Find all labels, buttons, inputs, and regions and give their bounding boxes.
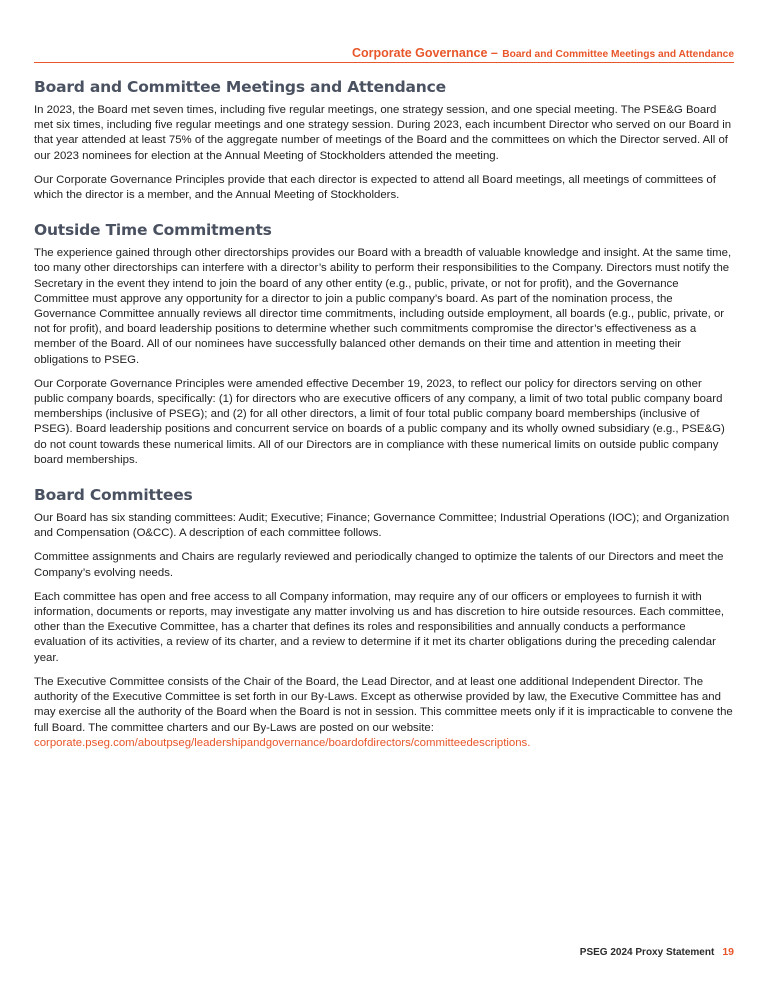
main-content: [34, 78, 734, 760]
paragraph: Our Corporate Governance Principles were amended effective December 19, 2023, to reflect our policy for directors serving on other public company boards, specifically: (1) for directors who are executive officers of any company, a limit of two total public company board memberships (inclusive of PSEG); and (2) for all other directors, a limit of four total public company board memberships (inclusive of PSEG). Board leadership positions and concurrent service on boards of a public company and its wholly owned subsidiary (e.g., PSE&G) do not count towards these numerical limits. All of our Directors are in compliance with these numerical limits on outside public company board memberships.: [34, 377, 725, 466]
paragraph-text: The Executive Committee consists of the Chair of the Board, the Lead Director, and at least one additional Independent Director. The authority of the Executive Committee is set forth in our By-Laws. Except as otherwise provided by law, the Executive Committee has and may exercise all the authority of the Board when the Board is not in session. This committee meets only if it is impracticable to convene the full Board. The committee charters and our By-Laws are posted on our website:: [34, 675, 733, 734]
paragraph: The experience gained through other directorships provides our Board with a breadth of valuable knowledge and insight. At the same time, too many other directorships can interfere with a director’s ability to perform their responsibilities to the Company. Directors must notify the Secretary in the event they intend to join the board of any other entity (e.g., public, private, or not for profit), and the Governance Committee must approve any opportunity for a director to join a public company’s board. As part of the nomination process, the Governance Committee annually reviews all director time commitments, including outside employment, all boards (e.g., public, private, or not for profit), and board leadership positions to determine whether such commitments compromise the director’s effectiveness as a member of the Board. All of our nominees have successfully balanced other demands on their time and attention in meeting their obligations to PSEG.: [34, 247, 732, 366]
paragraph: Our Corporate Governance Principles provide that each director is expected to attend all Board meetings, all meetings of committees of which the director is a member, and the Annual Meeting of Stockholders.: [34, 173, 716, 202]
page-footer: [580, 946, 734, 958]
paragraph: [34, 675, 734, 751]
page-number: 19: [722, 946, 734, 958]
header-subsection-title: Board and Committee Meetings and Attendance: [502, 49, 734, 60]
section-outside-time-commitments: [34, 221, 734, 468]
paragraph: Each committee has open and free access to all Company information, may require any of our officers or employees to furnish it with information, documents or reports, may investigate any matter involving us and has discretion to hire outside resources. Each committee, other than the Executive Committee, has a charter that defines its roles and responsibilities and annually conducts a performance evaluation of its activities, a review of its charter, and a review to determine if it met its charter obligations during the preceding calendar year.: [34, 590, 725, 664]
header-section-title: Corporate Governance –: [351, 46, 498, 60]
publication-title: PSEG 2024 Proxy Statement: [579, 947, 715, 958]
paragraph: Our Board has six standing committees: Audit; Executive; Finance; Governance Committee; Industrial Operations (IOC); and Organization and Compensation (O&CC). A description of each committee follows.: [34, 512, 730, 540]
paragraph: In 2023, the Board met seven times, including five regular meetings, one strategy session, and one special meeting. The PSE&G Board met six times, including five regular meetings and one strategy session. During 2023, each incumbent Director who served on our Board in that year attended at least 75% of the aggregate number of meetings of the Board and the committees on which the Director served. All of our 2023 nominees for election at the Annual Meeting of Stockholders attended the meeting.: [34, 104, 732, 162]
page-header: [34, 44, 734, 63]
section-heading: Outside Time Commitments: [34, 221, 272, 240]
section-meetings-attendance: [34, 78, 734, 203]
section-heading: Board and Committee Meetings and Attendance: [34, 78, 446, 96]
section-board-committees: [34, 486, 734, 751]
paragraph: Committee assignments and Chairs are regularly reviewed and periodically changed to optimize the talents of our Directors and meet the Company’s evolving needs.: [34, 551, 724, 579]
section-heading: Board Committees: [34, 486, 193, 505]
committee-descriptions-link[interactable]: corporate.pseg.com/aboutpseg/leadershipandgovernance/boardofdirectors/committeedescriptions.: [34, 736, 531, 749]
